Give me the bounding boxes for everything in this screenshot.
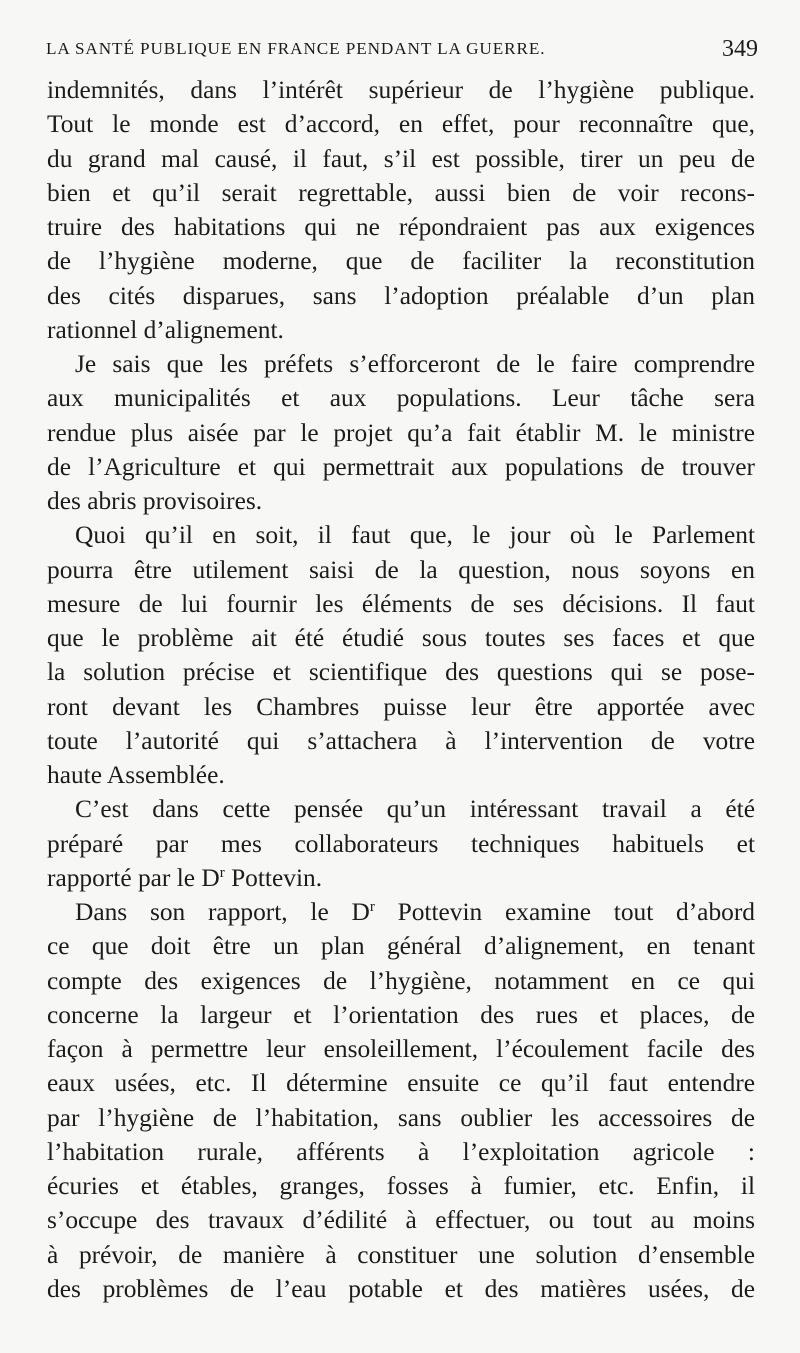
text-line-content: mesure de lui fournir les éléments de ses décisions. Il faut xyxy=(47,589,755,618)
text-line-content: écuries et étables, granges, fosses à fumier, etc. Enfin, il xyxy=(47,1172,755,1200)
text-line xyxy=(47,827,755,861)
text-line xyxy=(47,1032,755,1066)
text-line xyxy=(47,758,755,792)
text-line xyxy=(47,1272,755,1306)
superscript: r xyxy=(219,864,225,881)
text-line xyxy=(47,998,755,1032)
text-line-content: rapporté par le D xyxy=(47,863,220,892)
text-line xyxy=(47,621,755,655)
text-line-content: truire des habitations qui ne répondraient pas aux exigences xyxy=(47,213,755,241)
text-line-continuation: Pottevin. xyxy=(224,863,323,892)
text-line-content: Je sais que les préfets s’efforceront de le faire comprendre xyxy=(75,350,755,378)
text-line xyxy=(47,416,755,450)
text-line-content: la solution précise et scientifique des questions qui se pose- xyxy=(47,658,755,687)
text-line xyxy=(47,1066,755,1100)
text-line xyxy=(47,176,755,210)
text-line-continuation: Pottevin examine tout d’abord xyxy=(374,898,755,926)
text-line-content: Quoi qu’il en soit, il faut que, le jour où le Parlement xyxy=(75,521,755,550)
text-line-content: s’occupe des travaux d’édilité à effectuer, ou tout au moins xyxy=(47,1206,755,1235)
text-line-content: par l’hygiène de l’habitation, sans oublier les accessoires de xyxy=(47,1103,755,1132)
text-line xyxy=(47,1101,755,1135)
text-line xyxy=(47,861,755,895)
text-line-content: bien et qu’il serait regrettable, aussi bien de voir recons- xyxy=(47,178,755,207)
text-line-content: toute l’autorité qui s’attachera à l’intervention de votre xyxy=(47,726,755,755)
text-line-content: façon à permettre leur ensoleillement, l’écoulement facile des xyxy=(47,1035,755,1063)
running-title: LA SANTÉ PUBLIQUE EN FRANCE PENDANT LA GUERRE. xyxy=(46,39,546,58)
text-line xyxy=(47,1135,755,1169)
text-line xyxy=(47,964,755,998)
text-line xyxy=(47,518,755,552)
text-line-content: Dans son rapport, le D xyxy=(75,898,370,926)
text-line-content: du grand mal causé, il faut, s’il est possible, tirer un peu de xyxy=(47,144,755,173)
text-line xyxy=(47,587,755,621)
text-line-content: que le problème ait été étudié sous toutes ses faces et que xyxy=(47,624,755,652)
superscript: r xyxy=(369,899,375,915)
text-line xyxy=(47,895,755,929)
text-line xyxy=(47,347,755,381)
text-line xyxy=(47,210,755,244)
text-line-content: pourra être utilement saisi de la question, nous soyons en xyxy=(47,555,755,584)
text-line xyxy=(47,279,755,313)
text-line-content: préparé par mes collaborateurs techniques habituels et xyxy=(47,829,755,858)
text-line xyxy=(47,450,755,484)
text-line-content: de l’Agriculture et qui permettrait aux populations de trouver xyxy=(47,452,755,481)
text-line xyxy=(47,244,755,278)
text-line-content: haute Assemblée. xyxy=(47,761,225,789)
text-line xyxy=(47,1203,755,1237)
text-line-content: ront devant les Chambres puisse leur être apportée avec xyxy=(47,692,755,721)
text-line xyxy=(47,1238,755,1272)
running-head xyxy=(46,34,758,64)
text-line xyxy=(47,553,755,587)
text-line-content: concerne la largeur et l’orientation des rues et places, de xyxy=(47,1000,755,1029)
text-line xyxy=(47,142,755,176)
text-line xyxy=(47,792,755,826)
text-line xyxy=(47,381,755,415)
text-line xyxy=(47,724,755,758)
body-text xyxy=(47,73,755,1306)
text-line xyxy=(47,107,755,141)
text-line xyxy=(47,73,755,107)
text-line-content: eaux usées, etc. Il détermine ensuite ce qu’il faut entendre xyxy=(47,1069,755,1098)
text-line xyxy=(47,1169,755,1203)
text-line-content: rendue plus aisée par le projet qu’a fait établir M. le ministre xyxy=(47,418,755,447)
text-line-content: compte des exigences de l’hygiène, notamment en ce qui xyxy=(47,966,755,995)
text-line-content: de l’hygiène moderne, que de faciliter la reconstitution xyxy=(47,247,755,276)
text-line-content: ce que doit être un plan général d’alignement, en tenant xyxy=(47,932,755,961)
text-line-content: indemnités, dans l’intérêt supérieur de l’hygiène publique. xyxy=(47,76,755,104)
page-number: 349 xyxy=(722,36,758,62)
text-line-content: des problèmes de l’eau potable et des matières usées, de xyxy=(47,1274,755,1303)
text-line xyxy=(47,929,755,963)
text-line xyxy=(47,313,755,347)
text-line-content: C’est dans cette pensée qu’un intéressant travail a été xyxy=(75,795,755,824)
text-line-content: rationnel d’alignement. xyxy=(47,315,284,344)
text-line xyxy=(47,655,755,689)
text-line-content: l’habitation rurale, afférents à l’exploitation agricole : xyxy=(47,1137,755,1166)
text-line-content: aux municipalités et aux populations. Leur tâche sera xyxy=(47,384,755,413)
text-line xyxy=(47,484,755,518)
text-line-content: Tout le monde est d’accord, en effet, pour reconnaître que, xyxy=(47,110,755,139)
text-line xyxy=(47,690,755,724)
text-line-content: des abris provisoires. xyxy=(47,487,263,515)
text-line-content: des cités disparues, sans l’adoption préalable d’un plan xyxy=(47,281,755,310)
text-line-content: à prévoir, de manière à constituer une solution d’ensemble xyxy=(47,1240,755,1269)
